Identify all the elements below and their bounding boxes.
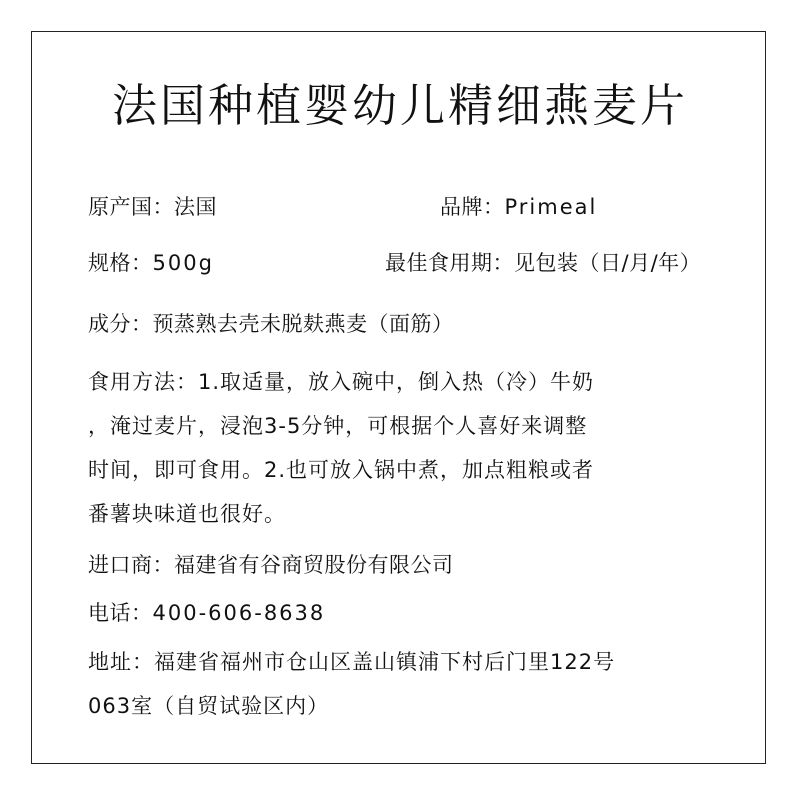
importer-value: 福建省有谷商贸股份有限公司	[174, 553, 454, 577]
brand-row	[440, 192, 597, 222]
origin-row	[88, 192, 217, 222]
address-block	[88, 640, 718, 728]
usage-instructions	[88, 360, 718, 536]
usage-line: 番薯块味道也很好。	[88, 502, 286, 526]
shelf-life-row	[385, 248, 701, 278]
product-title: 法国种植婴幼儿精细燕麦片	[111, 79, 688, 132]
spec-value: 500g	[152, 251, 214, 275]
brand-label: 品牌：	[440, 195, 505, 219]
ingredients-label: 成分：	[88, 312, 153, 336]
usage-line: 食用方法：1.取适量，放入碗中，倒入热（冷）牛奶	[88, 370, 595, 394]
usage-line: 时间，即可食用。2.也可放入锅中煮，加点粗粮或者	[88, 458, 595, 482]
origin-value: 法国	[174, 195, 217, 219]
ingredients-value: 预蒸熟去壳未脱麸燕麦（面筋）	[152, 312, 454, 336]
importer-row	[88, 550, 454, 580]
spec-label: 规格：	[88, 251, 153, 275]
origin-label: 原产国：	[88, 195, 174, 219]
phone-label: 电话：	[88, 601, 153, 625]
shelf-life-value: 见包装（日/月/年）	[514, 251, 702, 275]
shelf-life-label: 最佳食用期：	[385, 251, 514, 275]
importer-label: 进口商：	[88, 553, 174, 577]
address-line: 063室（自贸试验区内）	[88, 694, 330, 718]
ingredients-row	[88, 309, 454, 339]
brand-value: Primeal	[504, 195, 598, 219]
phone-row	[88, 598, 325, 628]
usage-line: ，淹过麦片，浸泡3-5分钟，可根据个人喜好来调整	[88, 414, 588, 438]
spec-row	[88, 248, 214, 278]
phone-value: 400-606-8638	[152, 601, 326, 625]
address-line: 地址：福建省福州市仓山区盖山镇浦下村后门里122号	[88, 650, 616, 674]
